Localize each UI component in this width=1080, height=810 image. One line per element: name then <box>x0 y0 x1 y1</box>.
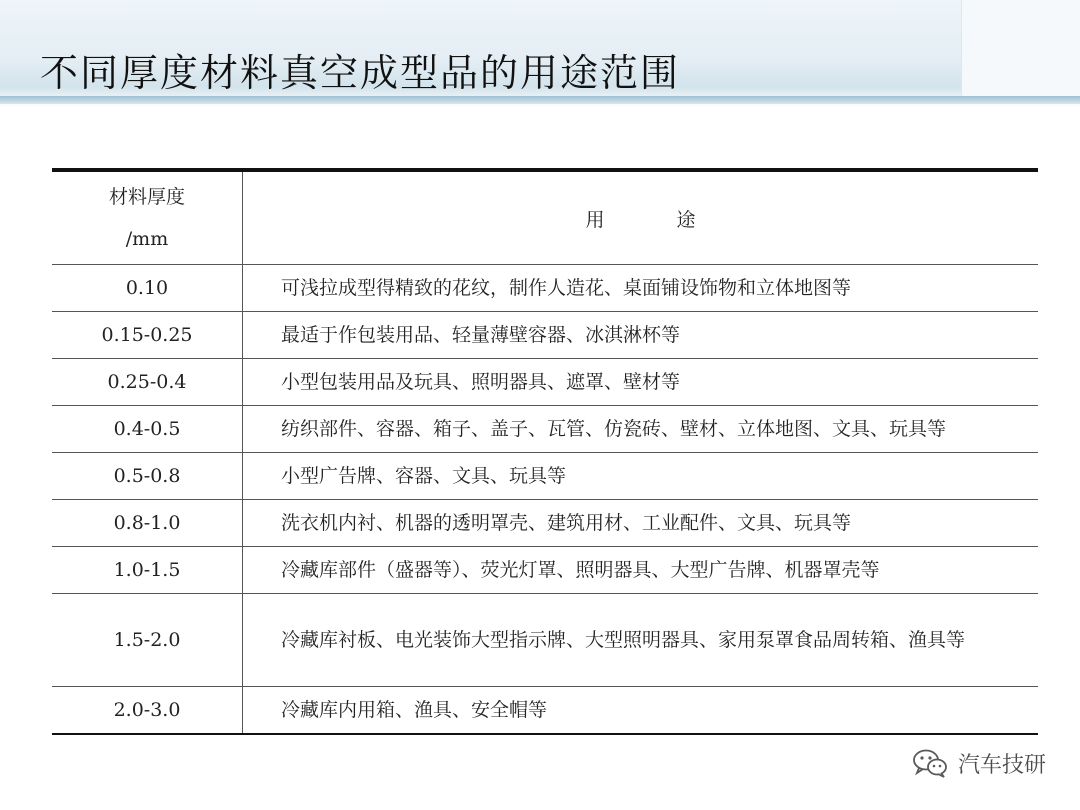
table-row <box>52 312 1038 359</box>
table-row <box>52 406 1038 453</box>
corner-decoration <box>961 0 1080 96</box>
use-cell: 冷藏库部件（盛器等）、荧光灯罩、照明器具、大型广告牌、机器罩壳等 <box>243 547 1039 594</box>
thickness-cell: 0.5-0.8 <box>52 453 243 500</box>
watermark <box>912 746 1046 780</box>
table-row <box>52 265 1038 312</box>
use-cell: 可浅拉成型得精致的花纹，制作人造花、桌面铺设饰物和立体地图等 <box>243 265 1039 312</box>
header-use <box>243 170 1039 265</box>
use-cell: 纺织部件、容器、箱子、盖子、瓦管、仿瓷砖、壁材、立体地图、文具、玩具等 <box>243 406 1039 453</box>
header-use-char-1: 用 <box>585 208 605 231</box>
table-row <box>52 453 1038 500</box>
use-cell: 小型广告牌、容器、文具、玩具等 <box>243 453 1039 500</box>
header-use-char-2: 途 <box>676 208 696 231</box>
use-cell: 洗衣机内衬、机器的透明罩壳、建筑用材、工业配件、文具、玩具等 <box>243 500 1039 547</box>
table-row <box>52 500 1038 547</box>
slide-title: 不同厚度材料真空成型品的用途范围 <box>40 51 681 95</box>
header-thickness-unit: /mm <box>125 228 169 250</box>
thickness-cell: 0.8-1.0 <box>52 500 243 547</box>
table-row <box>52 594 1038 687</box>
use-cell: 小型包装用品及玩具、照明器具、遮罩、壁材等 <box>243 359 1039 406</box>
watermark-text: 汽车技研 <box>957 752 1046 778</box>
thickness-cell: 0.25-0.4 <box>52 359 243 406</box>
table-row <box>52 547 1038 594</box>
thickness-use-table <box>52 168 1038 735</box>
wechat-icon <box>912 748 948 778</box>
table-row <box>52 687 1038 735</box>
table-row <box>52 359 1038 406</box>
header-thickness-label: 材料厚度 <box>108 186 185 208</box>
use-cell-text: 冷藏库衬板、电光装饰大型指示牌、大型照明器具、家用泵罩食品周转箱、渔具等 <box>281 629 966 651</box>
thickness-cell: 2.0-3.0 <box>52 687 243 735</box>
thickness-cell: 0.10 <box>52 265 243 312</box>
table-header-row <box>52 170 1038 265</box>
use-cell: 最适于作包装用品、轻量薄壁容器、冰淇淋杯等 <box>243 312 1039 359</box>
use-cell <box>243 594 1039 687</box>
title-divider <box>0 96 1080 104</box>
thickness-cell: 1.0-1.5 <box>52 547 243 594</box>
thickness-cell: 0.4-0.5 <box>52 406 243 453</box>
thickness-cell: 0.15-0.25 <box>52 312 243 359</box>
header-thickness <box>52 170 243 265</box>
thickness-cell: 1.5-2.0 <box>52 594 243 687</box>
use-cell: 冷藏库内用箱、渔具、安全帽等 <box>281 699 548 721</box>
